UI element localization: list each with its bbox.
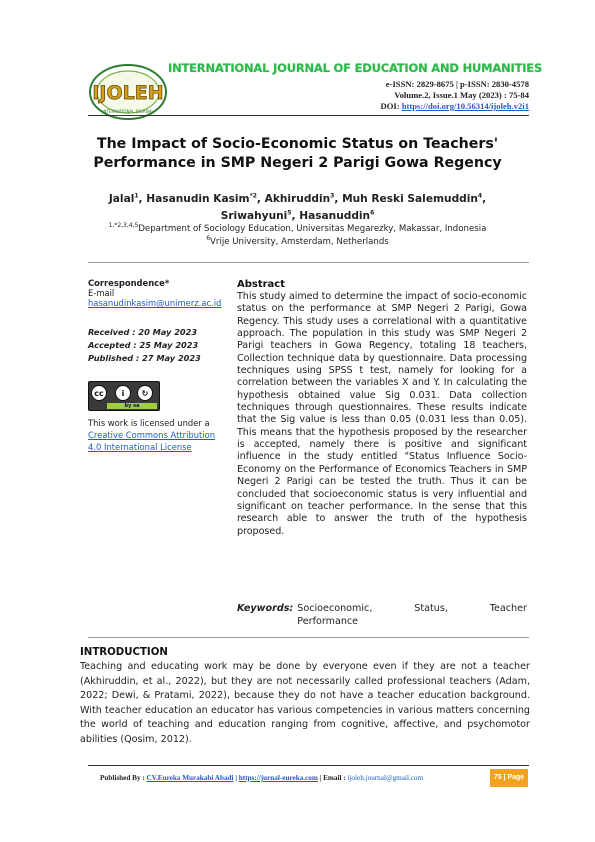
publisher-link[interactable]: CV.Eureka Murakabi Abadi (146, 774, 234, 782)
footer-email-link[interactable]: ijoleh.journal@gmail.com (347, 774, 424, 782)
author-name: Sriwahyuni$^5$ (220, 209, 292, 222)
cc-license-badge[interactable] (88, 381, 160, 411)
published-date: Published : 27 May 2023 (88, 353, 201, 363)
footer-rule (88, 765, 529, 766)
published-by-label: Published By : (100, 774, 145, 782)
keywords-values: Socioeconomic, Status, Teacher (297, 603, 527, 614)
license-text: This work is licensed under a (88, 418, 210, 428)
article-info-sidebar (88, 278, 228, 453)
correspondence-label: Correspondence* (88, 278, 170, 288)
keywords-label: Keywords: (237, 603, 294, 614)
author-name: Hasanuddin$^6$ (299, 209, 375, 222)
divider (88, 637, 529, 638)
svg-text:INTERNATIONAL JOURNAL: INTERNATIONAL JOURNAL (102, 109, 154, 114)
volume-issue: Volume.2, Issue.1 May (2023) : 75-84 (394, 90, 529, 100)
website-link[interactable]: https://jurnal-eureka.com (238, 774, 318, 782)
divider (88, 262, 529, 263)
author-name: Akhiruddin$^3$ (264, 192, 335, 205)
author-name: Muh Reski Salemuddin$^4$ (342, 192, 483, 205)
svg-text:IJOLEH: IJOLEH (92, 82, 164, 104)
footer: Published By : CV.Eureka Murakabi Abadi | https://jurnal-eureka.com | Email : ijoleh.journal@gmail.com (100, 774, 424, 782)
article-title: The Impact of Socio-Economic Status on Teachers' Performance in SMP Negeri 2 Parigi Gowa Regency (93, 136, 502, 171)
author-name: Hasanudin Kasim$^{*2}$ (146, 192, 257, 205)
abstract-section (237, 279, 527, 538)
doi (380, 101, 529, 111)
header-rule (88, 115, 529, 116)
journal-name: INTERNATIONAL JOURNAL OF EDUCATION AND HUMANITIES (168, 61, 543, 75)
affiliations: $^{1,*2,3,4,5}$Department of Sociology Education, Universitas Megarezky, Makassar, Indonesia $^6$Vrije University, Amsterdam, Netherlands (108, 222, 487, 247)
author-list: Jalal$^1$, Hasanudin Kasim$^{*2}$, Akhiruddin$^3$, Muh Reski Salemuddin$^4$, Sriwahyuni$^5$, Hasanuddin$^6$ (108, 192, 487, 222)
license-badge-strip: by sa (107, 403, 157, 409)
issn: e-ISSN: 2829-8675 | p-ISSN: 2830-4578 (385, 79, 529, 89)
correspondence-email-link[interactable]: hasanudinkasim@unimerz.ac.id (88, 298, 222, 308)
page-number-badge: 75 | Page (490, 769, 528, 787)
accepted-date: Accepted : 25 May 2023 (88, 340, 199, 350)
abstract-text: This study aimed to determine the impact of socio-economic status on the performance at SMP Negeri 2 Parigi, Gowa Regency. This study uses a correlational with a quantitative approach. The population in this study was SMP Negeri 2 Parigi teachers in Gowa Regency, totaling 18 teachers, Collection technique data by questionnaire. Data processing techniques using SPSS t test, namely for looking for a correlation between the variables X and Y. In calculating the hypothesis obtained value Sig 0.031. Data collection techniques through questionnaires. These results indicate that the Sig value is less than 0.05 (0.031 less than 0.05). This means that the hypothesis proposed by the researcher is accepted, namely there is positive and significant influence in the study entitled "Status Influence Socio-Economy on the Performance of Economics Teachers in SMP Negeri 2 Parigi can be tested the truth. Thus it can be concluded that socioeconomic status is very influential and significant on teacher performance. In the sense that this research able to answer the truth of the hypothesis proposed. (237, 291, 527, 537)
author-name: Jalal$^1$ (108, 192, 139, 205)
sa-icon: ↻ (137, 385, 153, 401)
introduction-text: Teaching and educating work may be done by everyone even if they are not a teacher (Akhiruddin, et al., 2022), but they are not necessarily called professional teachers (Adam, 2022; Dewi, & Pratami, 2022), because they do not have a teacher education background. With teacher education an educator has various competencies in various matters concerning the world of teaching and education ranging from cognitive, affective, and psychomotor abilities (Qosim, 2012). (80, 661, 530, 745)
doi-link[interactable]: https://doi.org/10.56314/ijoleh.v2i1 (401, 101, 529, 111)
email-label: E-mail (88, 288, 115, 298)
cc-icon: cc (91, 385, 107, 401)
doi-label: DOI: (380, 101, 400, 111)
received-date: Received : 20 May 2023 (88, 327, 198, 337)
by-icon: i (115, 385, 131, 401)
abstract-heading: Abstract (237, 279, 286, 290)
keywords-values: Performance (297, 615, 359, 627)
keywords (237, 603, 527, 628)
license-link[interactable]: Creative Commons Attribution (88, 430, 216, 440)
introduction-heading: INTRODUCTION (80, 647, 168, 658)
license-link[interactable]: 4.0 International License (88, 442, 192, 452)
footer-email-label: Email : (323, 774, 346, 782)
